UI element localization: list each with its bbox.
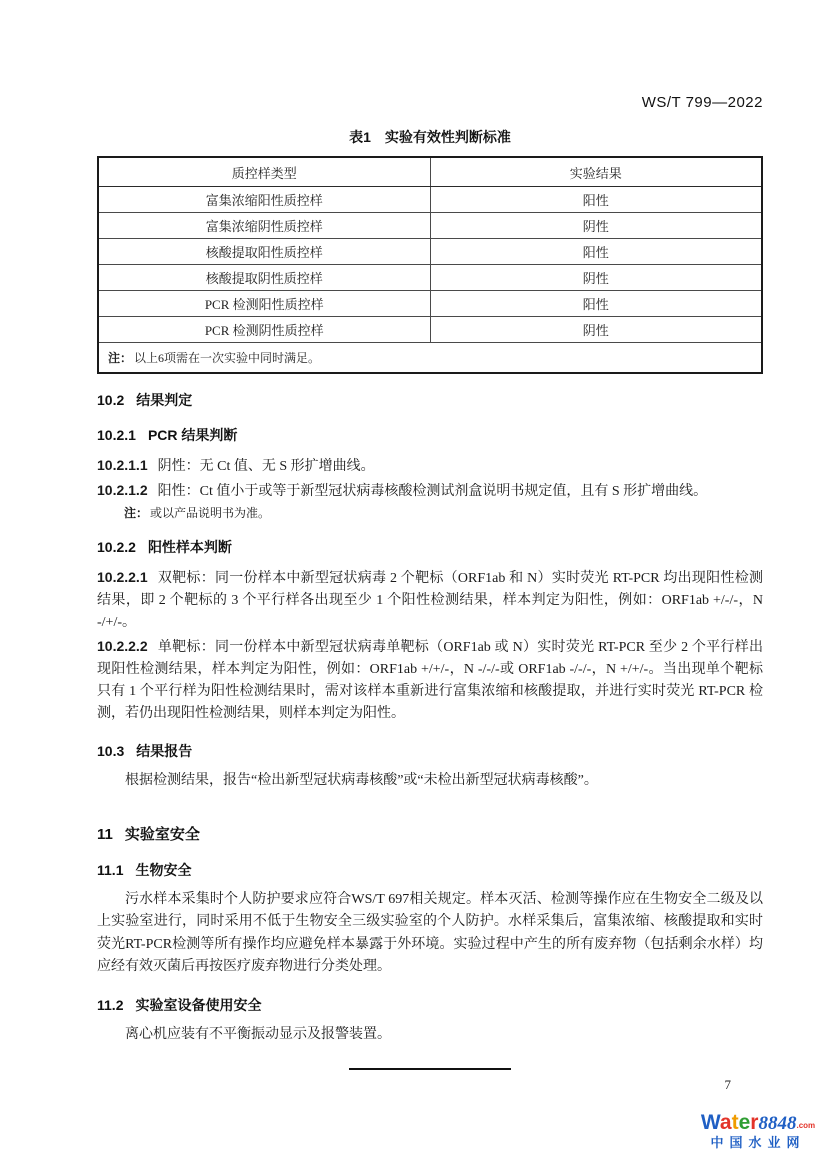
clause-number: 10.2.1.1 (97, 457, 148, 473)
watermark-brand-line (691, 1112, 825, 1134)
brand-letter: r (750, 1111, 759, 1134)
paragraph-11-2: 离心机应装有不平衡振动显示及报警装置。 (125, 1026, 391, 1042)
brand-number: 8848 (758, 1113, 797, 1134)
result-cell: 阴性 (430, 317, 762, 343)
column-header-result: 实验结果 (430, 157, 762, 187)
table-row (98, 187, 762, 213)
clause-text: 双靶标：同一份样本中新型冠状病毒 2 个靶标（ORF1ab 和 N）实时荧光 RT-PCR 均出现阳性检测结果，即 2 个靶标的 3 个平行样各出现至少 1 个阳性检测结果，样本判定为阳性，例如：ORF1ab +/-/-，N -/+/-。 (97, 571, 763, 630)
result-cell: 阴性 (430, 265, 762, 291)
heading-10-2-2 (97, 537, 763, 557)
heading-number: 10.2.1 (97, 427, 136, 443)
heading-11 (97, 823, 763, 844)
clause-10-2-1-1 (97, 454, 763, 478)
table-header-row (98, 157, 762, 187)
brand-tld: .com (796, 1121, 816, 1130)
page-number: 7 (724, 1077, 731, 1092)
brand-letter: a (719, 1111, 732, 1134)
heading-number: 10.3 (97, 743, 125, 759)
validity-criteria-table (97, 156, 763, 374)
clause-number: 10.2.2.1 (97, 569, 148, 585)
heading-title: 阳性样本判断 (147, 539, 232, 555)
paragraph-10-3: 根据检测结果，报告“检出新型冠状病毒核酸”或“未检出新型冠状病毒核酸”。 (125, 773, 598, 788)
clause-number: 10.2.2.2 (97, 638, 148, 654)
heading-title: PCR 结果判断 (147, 427, 238, 443)
heading-number: 11 (97, 825, 113, 843)
qc-type-cell: 核酸提取阳性质控样 (98, 239, 430, 265)
clause-number: 10.2.1.2 (97, 482, 148, 498)
qc-type-cell: 富集浓缩阴性质控样 (98, 213, 430, 239)
result-cell: 阳性 (430, 239, 762, 265)
column-header-qc-type: 质控样类型 (98, 157, 430, 187)
heading-10-2-1 (97, 425, 763, 445)
clause-10-2-1-2 (97, 479, 763, 503)
brand-letter: t (731, 1111, 739, 1134)
clause-10-2-2-1 (97, 566, 763, 634)
note-label: 注： (124, 506, 149, 520)
qc-type-cell: PCR 检测阳性质控样 (98, 291, 430, 317)
brand-letter: W (700, 1111, 720, 1134)
table-row (98, 265, 762, 291)
clause-text: 单靶标：同一份样本中新型冠状病毒单靶标（ORF1ab 或 N）实时荧光 RT-PCR 至少 2 个平行样出现阳性检测结果，样本判定为阳性，例如：ORF1ab +/+/-，N -/-/-或 ORF1ab -/-/-，N +/+/-。当出现单个靶标只有 1 个平行样为阳性检测结果时，需对该样本重新进行富集浓缩和核酸提取，并进行实时荧光 RT-PCR 检测，若仍出现阳性检测结果，则样本判定为阳性。 (97, 640, 763, 721)
table-caption: 表1 实验有效性判断标准 (349, 129, 511, 145)
heading-10-2 (97, 390, 763, 410)
result-cell: 阳性 (430, 187, 762, 213)
paragraph-11-1: 污水样本采集时个人防护要求应符合WS/T 697相关规定。样本灭活、检测等操作应在生物安全二级及以上实验室进行，同时采用不低于生物安全三级实验室的个人防护。水样采集后，富集浓缩、核酸提取和实时荧光RT-PCR检测等所有操作均应避免样本暴露于外环境。实验过程中产生的所有废弃物（包括剩余水样）均应经有效灭菌后再按医疗废弃物进行分类处理。 (97, 891, 763, 974)
heading-title: 生物安全 (135, 861, 192, 878)
clause-text: 阴性：无 Ct 值、无 S 形扩增曲线。 (157, 459, 375, 474)
note-text: 以上6项需在一次实验中同时满足。 (134, 351, 321, 365)
brand-letter: e (738, 1111, 751, 1134)
clause-10-2-2-2 (97, 635, 763, 725)
heading-number: 10.2 (97, 392, 125, 408)
table-row (98, 291, 762, 317)
table-row (98, 317, 762, 343)
clause-text: 阳性：Ct 值小于或等于新型冠状病毒核酸检测试剂盒说明书规定值，且有 S 形扩增曲线。 (157, 484, 708, 499)
table-note-row (98, 343, 762, 374)
standard-code-header: WS/T 799—2022 (641, 94, 763, 111)
document-end-rule (349, 1068, 511, 1070)
result-cell: 阴性 (430, 213, 762, 239)
note-text: 或以产品说明书为准。 (150, 506, 271, 520)
heading-number: 10.2.2 (97, 539, 136, 555)
note-label: 注： (108, 351, 133, 365)
qc-type-cell: 核酸提取阴性质控样 (98, 265, 430, 291)
table-row (98, 213, 762, 239)
watermark-subtitle: 中国水业网 (710, 1135, 806, 1151)
table-note-cell (98, 343, 762, 374)
heading-number: 11.1 (97, 861, 124, 878)
water8848-watermark-logo (691, 1112, 825, 1150)
heading-11-2 (97, 995, 763, 1015)
clause-note (124, 504, 763, 522)
heading-number: 11.2 (97, 996, 124, 1013)
heading-10-3 (97, 741, 763, 761)
table-row (98, 239, 762, 265)
heading-title: 实验室设备使用安全 (135, 996, 262, 1013)
result-cell: 阳性 (430, 291, 762, 317)
heading-title: 实验室安全 (124, 825, 200, 843)
heading-11-1 (97, 860, 763, 880)
qc-type-cell: PCR 检测阴性质控样 (98, 317, 430, 343)
heading-title: 结果判定 (136, 392, 193, 408)
qc-type-cell: 富集浓缩阳性质控样 (98, 187, 430, 213)
page-content (97, 0, 763, 1070)
heading-title: 结果报告 (136, 743, 193, 759)
